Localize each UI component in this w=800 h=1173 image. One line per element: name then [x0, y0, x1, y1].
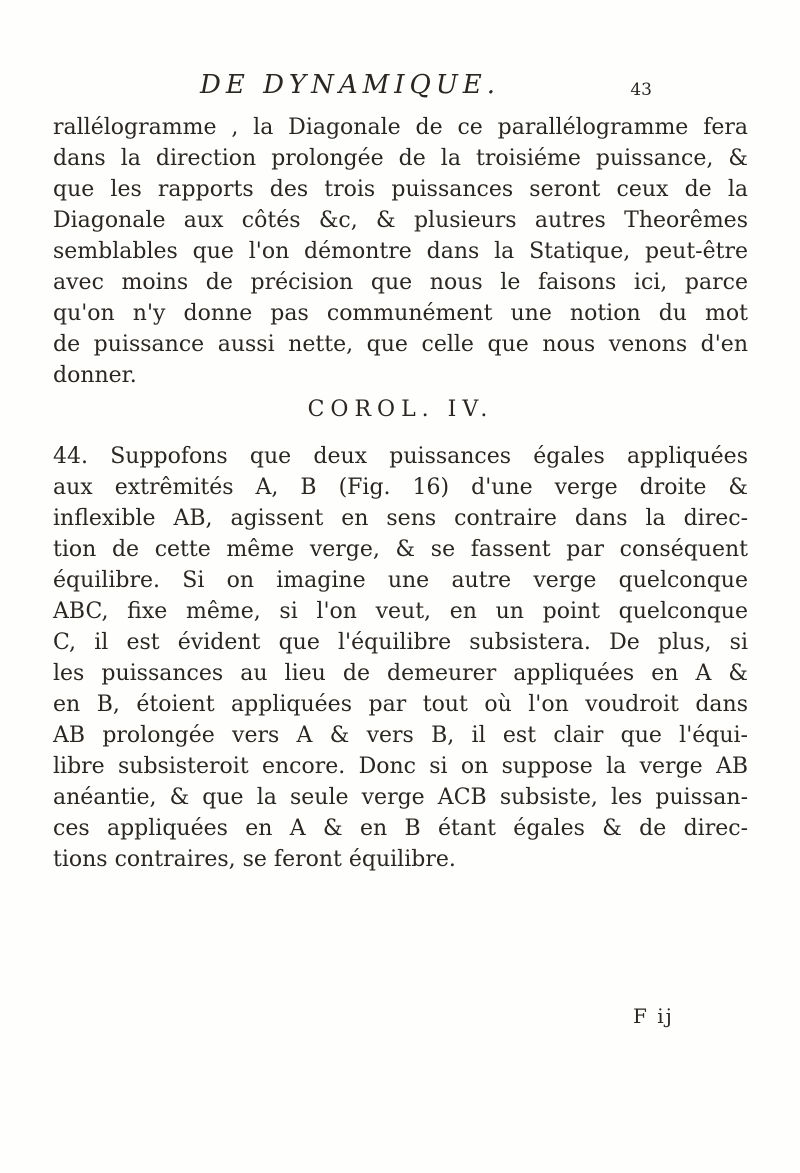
running-head: [200, 70, 652, 110]
text-line: rallélogramme , la Diagonale de ce parallélogramme fera: [53, 115, 748, 140]
text-line: de puissance aussi nette, que celle que nous venons d'en: [53, 332, 748, 357]
text-line: anéantie, & que la seule verge ACB subsiste, les puissan-: [53, 785, 748, 810]
running-title: DE DYNAMIQUE.: [200, 70, 500, 100]
text-line: C, il est évident que l'équilibre subsistera. De plus, si: [53, 630, 748, 655]
text-line: ABC, fixe même, si l'on veut, en un point quelconque: [53, 599, 748, 624]
page-number: 43: [630, 80, 652, 100]
text-line: donner.: [53, 363, 137, 388]
text-line: Diagonale aux côtés &c, & plusieurs autres Theorêmes: [53, 208, 748, 233]
body-text: [53, 112, 748, 875]
text-line: dans la direction prolongée de la troisiéme puissance, &: [53, 146, 748, 171]
text-line: tions contraires, se feront équilibre.: [53, 847, 456, 872]
text-line: équilibre. Si on imagine une autre verge quelconque: [53, 568, 748, 593]
text-line: qu'on n'y donne pas communément une notion du mot: [53, 301, 748, 326]
text-line: tion de cette même verge, & se fassent par conséquent: [53, 537, 748, 562]
text-line: les puissances au lieu de demeurer appliquées en A &: [53, 661, 748, 686]
text-line: libre subsisteroit encore. Donc si on suppose la verge AB: [53, 754, 748, 779]
text-line: semblables que l'on démontre dans la Statique, peut-être: [53, 239, 748, 264]
text-line: inflexible AB, agissent en sens contraire dans la direc-: [53, 506, 748, 531]
text-line: en B, étoient appliquées par tout où l'on voudroit dans: [53, 692, 748, 717]
paragraph-44: [53, 441, 748, 875]
paragraph-continued: [53, 112, 748, 391]
text-line: ces appliquées en A & en B étant égales & de direc-: [53, 816, 748, 841]
text-line: aux extrêmités A, B (Fig. 16) d'une verge droite &: [53, 475, 748, 500]
text-line: avec moins de précision que nous le faisons ici, parce: [53, 270, 748, 295]
text-line: AB prolongée vers A & vers B, il est clair que l'équi-: [53, 723, 748, 748]
text-line: 44. Suppofons que deux puissances égales appliquées: [53, 444, 748, 469]
section-heading: COROL. IV.: [307, 397, 494, 422]
text-line: que les rapports des trois puissances seront ceux de la: [53, 177, 748, 202]
signature-mark: F ij: [633, 1004, 674, 1028]
